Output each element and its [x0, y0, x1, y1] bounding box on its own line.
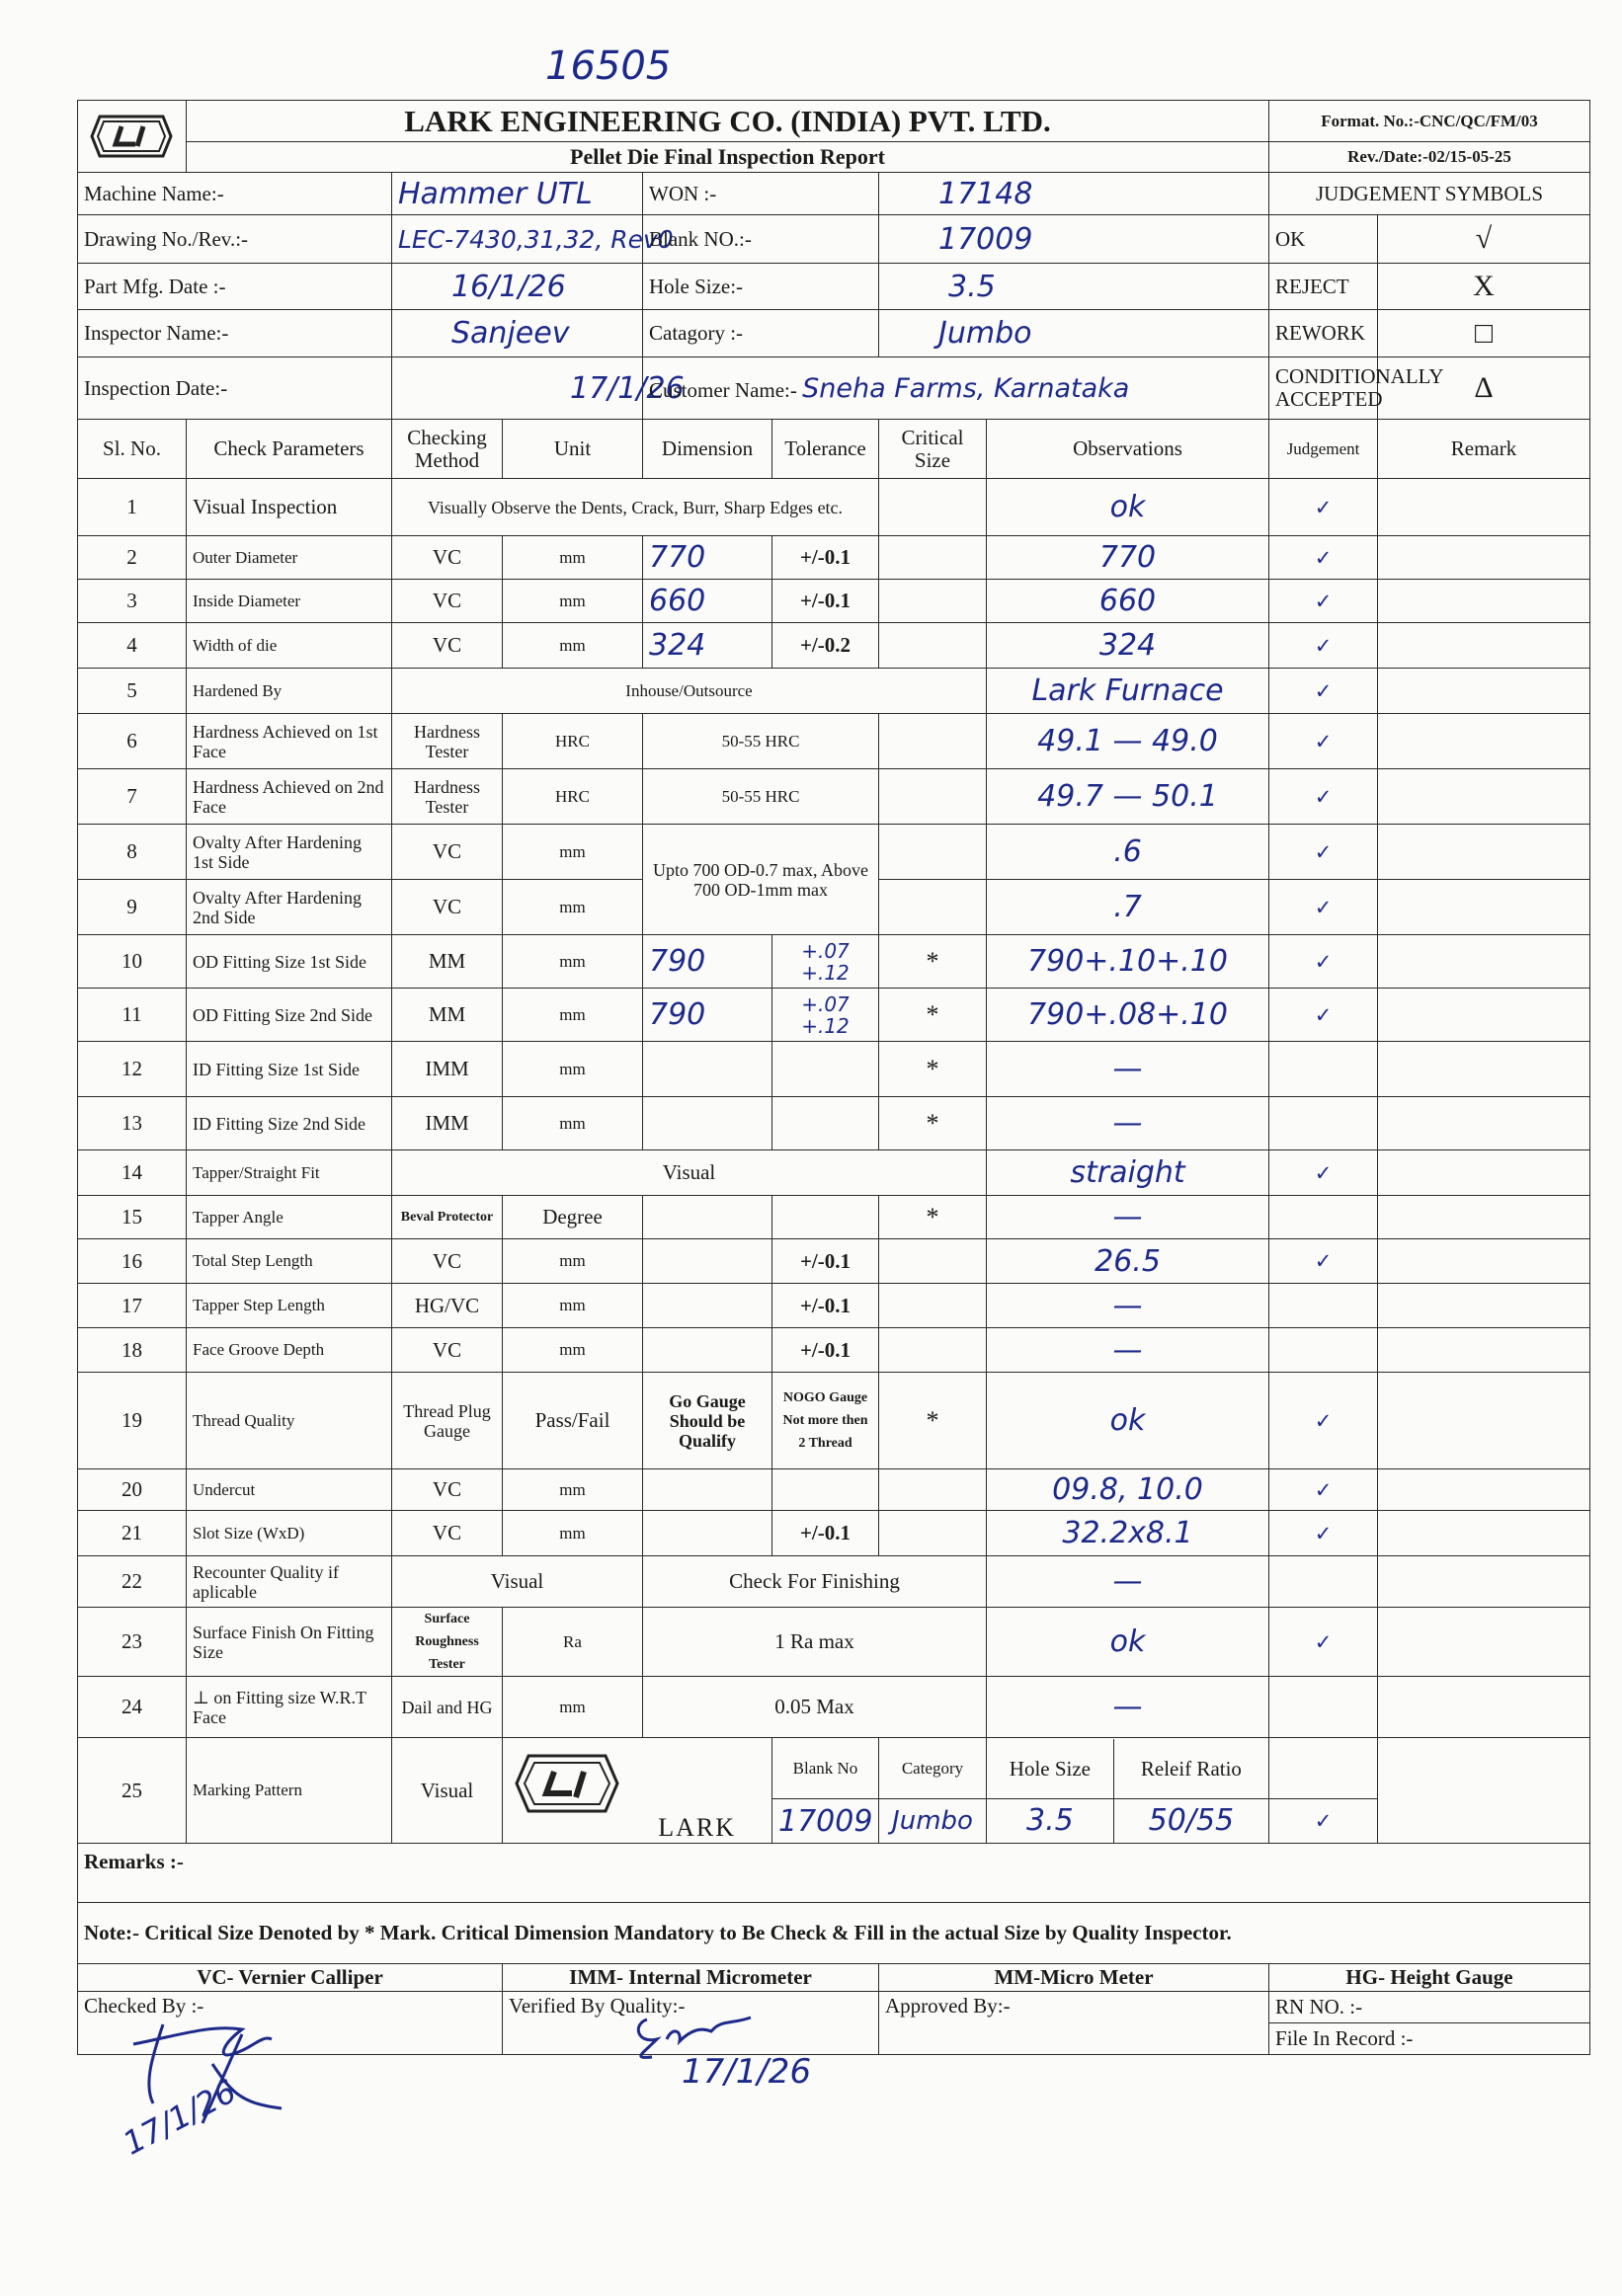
table-row [78, 1150, 1590, 1196]
row-observation: ok [987, 1608, 1269, 1677]
row-method: VC [392, 536, 503, 580]
row-sl: 2 [78, 536, 187, 580]
row-param: Tapper/Straight Fit [187, 1150, 392, 1196]
drawing-no-label: Drawing No./Rev.:- [78, 215, 392, 264]
row-tolerance-minus: +.12 [801, 960, 850, 985]
drawing-no-value: LEC-7430,31,32, Rev0 [392, 215, 643, 264]
row-method: VC [392, 580, 503, 623]
row-method: Beval Protector [392, 1196, 503, 1239]
row-unit: mm [503, 1042, 643, 1097]
row-unit: mm [503, 1469, 643, 1511]
row-param: Outer Diameter [187, 536, 392, 580]
row-method: Hardness Tester [392, 714, 503, 769]
symbol-rework-label: REWORK [1269, 310, 1378, 357]
row-dimension: 660 [643, 580, 772, 623]
table-row [78, 769, 1590, 825]
row-method: IMM [392, 1097, 503, 1150]
revision-date: Rev./Date:-02/15-05-25 [1269, 142, 1590, 173]
company-logo [78, 101, 187, 173]
symbol-reject-icon: X [1378, 264, 1590, 310]
row-observation: 790+.08+.10 [987, 989, 1269, 1042]
row-observation: .7 [987, 880, 1269, 935]
row-method: VC [392, 1511, 503, 1556]
row-method: MM [392, 989, 503, 1042]
row-unit: mm [503, 1328, 643, 1373]
col-judgement: Judgement [1269, 420, 1378, 479]
file-in-record-label: File In Record :- [1269, 2023, 1590, 2055]
row-dimension: 790 [643, 989, 772, 1042]
row-unit: mm [503, 536, 643, 580]
table-row [78, 825, 1590, 880]
remarks-label: Remarks :- [78, 1844, 1590, 1903]
row-judgement: ✓ [1269, 669, 1378, 714]
row-param: Total Step Length [187, 1239, 392, 1284]
row-sl: 3 [78, 580, 187, 623]
row-unit: HRC [503, 714, 643, 769]
report-title: Pellet Die Final Inspection Report [187, 142, 1269, 173]
row-judgement: ✓ [1269, 1150, 1378, 1196]
row-sl: 25 [78, 1738, 187, 1844]
row-observation: — [987, 1196, 1269, 1239]
row-critical-mark: * [879, 1042, 987, 1097]
row-method: HG/VC [392, 1284, 503, 1328]
row-observation: 26.5 [987, 1239, 1269, 1284]
row-observation: 660 [987, 580, 1269, 623]
symbol-conditional-icon: Δ [1378, 357, 1590, 420]
row-sl: 21 [78, 1511, 187, 1556]
table-row [78, 580, 1590, 623]
row-unit: Degree [503, 1196, 643, 1239]
row-tolerance-minus: +.12 [801, 1013, 850, 1038]
row-sl: 11 [78, 989, 187, 1042]
won-value: 17148 [879, 173, 1269, 215]
row-param: Surface Finish On Fitting Size [187, 1608, 392, 1677]
table-row [78, 1511, 1590, 1556]
col-unit: Unit [503, 420, 643, 479]
row-unit: mm [503, 935, 643, 989]
inspection-form [77, 100, 1590, 2055]
machine-name-label: Machine Name:- [78, 173, 392, 215]
marking-blank-no-value: 17009 [772, 1799, 879, 1844]
row-observation: .6 [987, 825, 1269, 880]
row-unit: mm [503, 623, 643, 669]
marking-relief-ratio-value: 50/55 [1148, 1803, 1235, 1838]
table-row [78, 1373, 1590, 1469]
marking-logo-text: LARK [658, 1813, 736, 1842]
table-row [78, 1677, 1590, 1738]
table-row [78, 989, 1590, 1042]
row-param: ID Fitting Size 2nd Side [187, 1097, 392, 1150]
row-sl: 17 [78, 1284, 187, 1328]
table-row [78, 1469, 1590, 1511]
table-row [78, 479, 1590, 536]
row-param: Hardened By [187, 669, 392, 714]
row-judgement: ✓ [1269, 1608, 1378, 1677]
row-unit: mm [503, 1284, 643, 1328]
row-spec: Visual [392, 1150, 987, 1196]
company-name: LARK ENGINEERING CO. (INDIA) PVT. LTD. [187, 101, 1269, 142]
row-tolerance: NOGO Gauge Not more then 2 Thread [772, 1373, 879, 1469]
col-dimension: Dimension [643, 420, 772, 479]
row-critical-mark: * [879, 1373, 987, 1469]
row-spec: Check For Finishing [643, 1556, 987, 1608]
row-sl: 23 [78, 1608, 187, 1677]
mfg-date-value: 16/1/26 [392, 264, 643, 310]
row-param: Hardness Achieved on 2nd Face [187, 769, 392, 825]
row-sl: 18 [78, 1328, 187, 1373]
row-param: Face Groove Depth [187, 1328, 392, 1373]
row-observation: 32.2x8.1 [987, 1511, 1269, 1556]
row-method: Visual [392, 1556, 643, 1608]
row-observation: 49.7 — 50.1 [987, 769, 1269, 825]
category-label: Catagory :- [643, 310, 879, 357]
row-param: Ovalty After Hardening 2nd Side [187, 880, 392, 935]
col-check-parameters: Check Parameters [187, 420, 392, 479]
row-observation: straight [987, 1150, 1269, 1196]
rn-no-label: RN NO. :- [1269, 1992, 1590, 2023]
row-observation: — [987, 1677, 1269, 1738]
row-tolerance: +/-0.1 [772, 536, 879, 580]
row-spec: 50-55 HRC [643, 714, 879, 769]
row-method: VC [392, 825, 503, 880]
row-param: Undercut [187, 1469, 392, 1511]
inspector-name-label: Inspector Name:- [78, 310, 392, 357]
row-sl: 14 [78, 1150, 187, 1196]
row-unit: mm [503, 880, 643, 935]
row-sl: 1 [78, 479, 187, 536]
row-observation: 770 [987, 536, 1269, 580]
row-sl: 24 [78, 1677, 187, 1738]
row-observation: — [987, 1097, 1269, 1150]
inspector-name-value: Sanjeev [392, 310, 643, 357]
legend-vc: VC- Vernier Calliper [78, 1964, 503, 1992]
row-spec: 50-55 HRC [643, 769, 879, 825]
row-method: VC [392, 880, 503, 935]
row-spec: Inhouse/Outsource [392, 669, 987, 714]
hole-size-label: Hole Size:- [643, 264, 879, 310]
row-sl: 16 [78, 1239, 187, 1284]
col-sl-no: Sl. No. [78, 420, 187, 479]
table-row [78, 1042, 1590, 1097]
document-number: 16505 [545, 43, 672, 89]
row-param: ID Fitting Size 1st Side [187, 1042, 392, 1097]
row-param: Recounter Quality if aplicable [187, 1556, 392, 1608]
row-judgement: ✓ [1269, 1239, 1378, 1284]
row-observation: 49.1 — 49.0 [987, 714, 1269, 769]
row-observation: — [987, 1328, 1269, 1373]
verified-by-date: 17/1/26 [682, 2052, 812, 2092]
customer-name-value: Sneha Farms, Karnataka [802, 372, 1130, 404]
table-row [78, 1239, 1590, 1284]
hole-size-value: 3.5 [879, 264, 1269, 310]
inspection-date-value: 17/1/26 [392, 357, 643, 420]
row-judgement: ✓ [1269, 1799, 1378, 1844]
row-spec: Visually Observe the Dents, Crack, Burr, Sharp Edges etc. [392, 479, 879, 536]
marking-logo-icon [507, 1746, 627, 1821]
blank-no-value: 17009 [879, 215, 1269, 264]
row-judgement: ✓ [1269, 825, 1378, 880]
row-spec: 0.05 Max [643, 1677, 987, 1738]
col-remark: Remark [1378, 420, 1590, 479]
row-unit: Ra [503, 1608, 643, 1677]
approved-by-label: Approved By:- [879, 1992, 1269, 2055]
row-judgement: ✓ [1269, 623, 1378, 669]
won-label: WON :- [643, 173, 879, 215]
table-row [78, 1284, 1590, 1328]
row-observation: 790+.10+.10 [987, 935, 1269, 989]
row-critical-mark: * [879, 1196, 987, 1239]
row-method: VC [392, 1469, 503, 1511]
checked-by-date: 17/1/26 [117, 2072, 243, 2163]
row-param: Inside Diameter [187, 580, 392, 623]
row-unit: mm [503, 1511, 643, 1556]
row-observation: 324 [987, 623, 1269, 669]
table-row [78, 714, 1590, 769]
row-method: MM [392, 935, 503, 989]
row-observation: ok [987, 1373, 1269, 1469]
symbol-ok-label: OK [1269, 215, 1378, 264]
row-unit: mm [503, 825, 643, 880]
verified-by-label: Verified By Quality:- [503, 1992, 879, 2055]
row-judgement: ✓ [1269, 935, 1378, 989]
table-row [78, 669, 1590, 714]
row-tolerance: +/-0.1 [772, 580, 879, 623]
row-method: Visual [392, 1738, 503, 1844]
category-value: Jumbo [879, 310, 1269, 357]
legend-mm: MM-Micro Meter [879, 1964, 1269, 1992]
row-sl: 15 [78, 1196, 187, 1239]
row-sl: 7 [78, 769, 187, 825]
row-judgement: ✓ [1269, 769, 1378, 825]
row-sl: 5 [78, 669, 187, 714]
symbol-reject-label: REJECT [1269, 264, 1378, 310]
format-number: Format. No.:-CNC/QC/FM/03 [1269, 101, 1590, 142]
table-row [78, 1328, 1590, 1373]
marking-category-value: Jumbo [879, 1799, 987, 1844]
legend-imm: IMM- Internal Micrometer [503, 1964, 879, 1992]
row-tolerance-plus: +.07 [801, 991, 850, 1016]
row-tolerance: +/-0.2 [772, 623, 879, 669]
row-tolerance: +/-0.1 [772, 1239, 879, 1284]
table-row [78, 623, 1590, 669]
table-row [78, 1196, 1590, 1239]
row-observation: — [987, 1556, 1269, 1608]
col-critical-size: Critical Size [879, 420, 987, 479]
row-param: Width of die [187, 623, 392, 669]
table-row [78, 1556, 1590, 1608]
row-unit: mm [503, 1677, 643, 1738]
row-method: Surface Roughness Tester [392, 1608, 503, 1677]
row-param: Slot Size (WxD) [187, 1511, 392, 1556]
row-sl: 12 [78, 1042, 187, 1097]
row-observation: — [987, 1042, 1269, 1097]
row-param: Tapper Angle [187, 1196, 392, 1239]
row-judgement: ✓ [1269, 1469, 1378, 1511]
row-dimension: Go Gauge Should be Qualify [643, 1373, 772, 1469]
critical-note: Note:- Critical Size Denoted by * Mark. Critical Dimension Mandatory to Be Check & Fill in the actual Size by Quality Inspector. [78, 1903, 1590, 1964]
mfg-date-label: Part Mfg. Date :- [78, 264, 392, 310]
row-dimension: 770 [643, 536, 772, 580]
row-param: OD Fitting Size 2nd Side [187, 989, 392, 1042]
symbol-conditional-label: CONDITIONALLY ACCEPTED [1269, 357, 1378, 420]
row-spec: Upto 700 OD-0.7 max, Above 700 OD-1mm max [643, 825, 879, 935]
row-dimension: 324 [643, 623, 772, 669]
inspection-date-label: Inspection Date:- [78, 357, 392, 420]
table-row [78, 935, 1590, 989]
row-sl: 4 [78, 623, 187, 669]
row-param: Tapper Step Length [187, 1284, 392, 1328]
marking-hole-size-header: Hole Size [987, 1739, 1114, 1798]
row-critical-mark: * [879, 1097, 987, 1150]
marking-blank-no-header: Blank No [772, 1738, 879, 1799]
row-tolerance: +/-0.1 [772, 1328, 879, 1373]
row-judgement: ✓ [1269, 536, 1378, 580]
marking-category-header: Category [879, 1738, 987, 1799]
row-judgement: ✓ [1269, 1373, 1378, 1469]
row-critical-mark: * [879, 935, 987, 989]
blank-no-label: Blank NO.:- [643, 215, 879, 264]
row-critical-mark: * [879, 989, 987, 1042]
row-judgement: ✓ [1269, 479, 1378, 536]
row-sl: 22 [78, 1556, 187, 1608]
row-tolerance-plus: +.07 [801, 938, 850, 963]
row-method: Hardness Tester [392, 769, 503, 825]
row-observation: Lark Furnace [987, 669, 1269, 714]
row-sl: 13 [78, 1097, 187, 1150]
table-row [78, 536, 1590, 580]
row-tolerance: +/-0.1 [772, 1511, 879, 1556]
machine-name-value: Hammer UTL [392, 173, 643, 215]
row-param: Hardness Achieved on 1st Face [187, 714, 392, 769]
row-tolerance: +/-0.1 [772, 1284, 879, 1328]
table-row [78, 1608, 1590, 1677]
row-param: ⊥ on Fitting size W.R.T Face [187, 1677, 392, 1738]
row-method: IMM [392, 1042, 503, 1097]
row-sl: 8 [78, 825, 187, 880]
row-unit: Pass/Fail [503, 1373, 643, 1469]
row-param: OD Fitting Size 1st Side [187, 935, 392, 989]
row-unit: mm [503, 1239, 643, 1284]
row-unit: HRC [503, 769, 643, 825]
row-unit: mm [503, 580, 643, 623]
col-tolerance: Tolerance [772, 420, 879, 479]
row-sl: 10 [78, 935, 187, 989]
row-method: VC [392, 1239, 503, 1284]
row-judgement: ✓ [1269, 1511, 1378, 1556]
table-row [78, 1738, 1590, 1799]
row-param: Marking Pattern [187, 1738, 392, 1844]
row-judgement: ✓ [1269, 580, 1378, 623]
symbol-ok-icon: √ [1378, 215, 1590, 264]
row-param: Ovalty After Hardening 1st Side [187, 825, 392, 880]
row-judgement: ✓ [1269, 714, 1378, 769]
row-observation: ok [987, 479, 1269, 536]
marking-hole-size-value: 3.5 [987, 1799, 1114, 1843]
row-sl: 6 [78, 714, 187, 769]
symbol-rework-icon: □ [1378, 310, 1590, 357]
row-observation: 09.8, 10.0 [987, 1469, 1269, 1511]
row-spec: 1 Ra max [643, 1608, 987, 1677]
judgement-symbols-heading: JUDGEMENT SYMBOLS [1269, 173, 1590, 215]
row-observation: — [987, 1284, 1269, 1328]
row-unit: mm [503, 989, 643, 1042]
checked-by-label: Checked By :- [78, 1992, 503, 2055]
marking-relief-ratio-header: Releif Ratio [1140, 1756, 1242, 1781]
row-method: VC [392, 1328, 503, 1373]
row-param: Thread Quality [187, 1373, 392, 1469]
row-judgement: ✓ [1269, 989, 1378, 1042]
row-unit: mm [503, 1097, 643, 1150]
row-method: VC [392, 623, 503, 669]
row-param: Visual Inspection [187, 479, 392, 536]
customer-name-label: Customer Name:- [649, 377, 797, 402]
row-sl: 19 [78, 1373, 187, 1469]
row-judgement: ✓ [1269, 880, 1378, 935]
col-checking-method: Checking Method [392, 420, 503, 479]
row-method: Dail and HG [392, 1677, 503, 1738]
row-dimension: 790 [643, 935, 772, 989]
col-observations: Observations [987, 420, 1269, 479]
row-sl: 20 [78, 1469, 187, 1511]
row-method: Thread Plug Gauge [392, 1373, 503, 1469]
row-sl: 9 [78, 880, 187, 935]
table-row [78, 1097, 1590, 1150]
legend-hg: HG- Height Gauge [1269, 1964, 1590, 1992]
